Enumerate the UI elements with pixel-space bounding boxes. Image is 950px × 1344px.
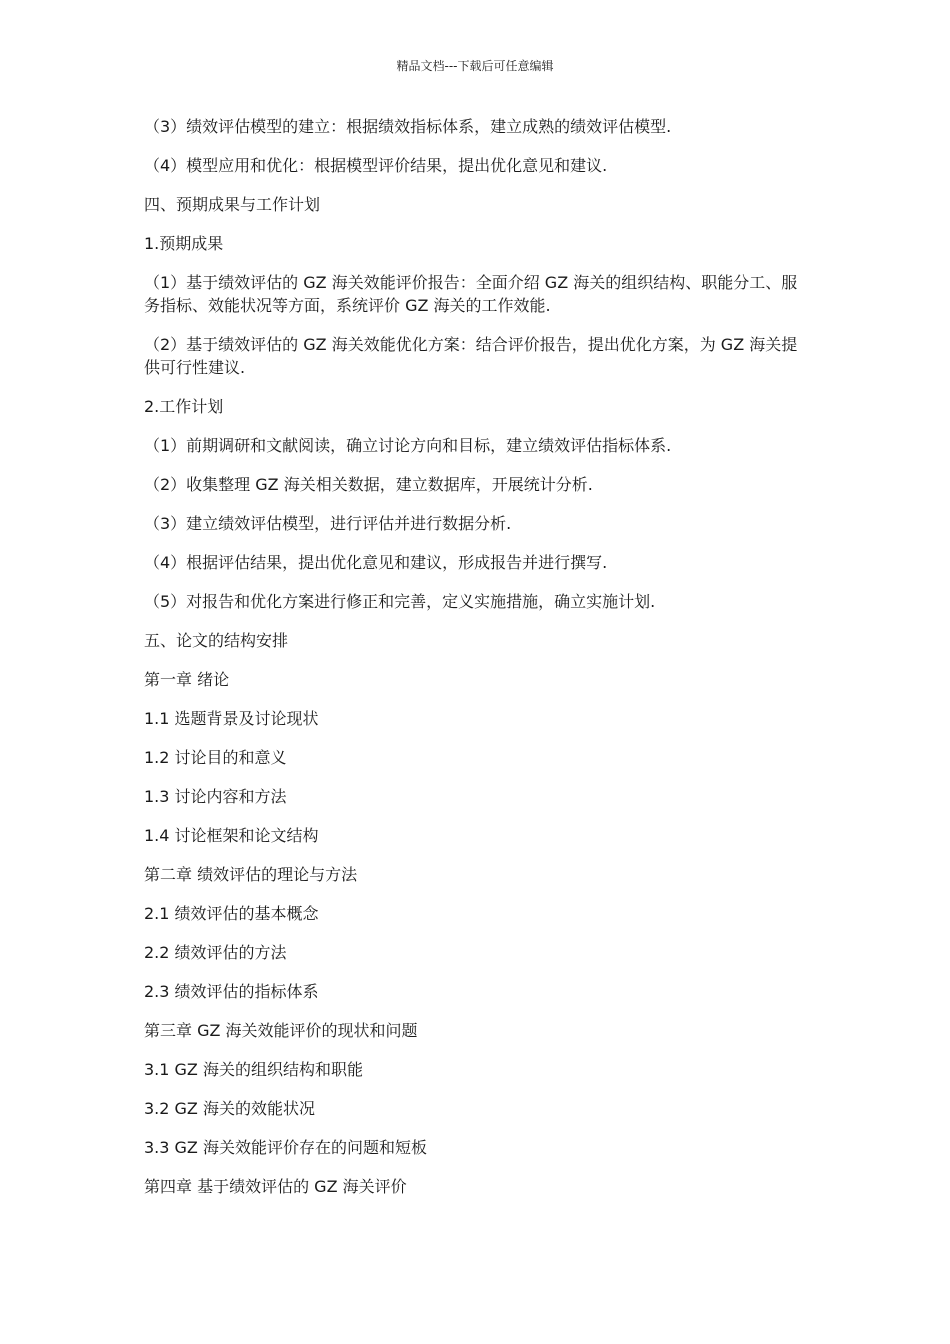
page-header: 精品文档---下载后可任意编辑: [396, 59, 554, 73]
section-heading-4: 四、预期成果与工作计划: [144, 195, 321, 214]
document-body: [144, 115, 806, 1214]
chapter-1-heading: 第一章 绪论: [144, 670, 230, 689]
outline-item-1-4: 1.4 讨论框架和论文结构: [144, 826, 319, 845]
subsection-heading-expected-results: 1.预期成果: [144, 234, 224, 253]
outline-item-2-1: 2.1 绩效评估的基本概念: [144, 904, 319, 923]
outline-item-1-1: 1.1 选题背景及讨论现状: [144, 709, 319, 728]
outline-item-2-2: 2.2 绩效评估的方法: [144, 943, 287, 962]
paragraph-work-plan-4: （4）根据评估结果，提出优化意见和建议，形成报告并进行撰写.: [144, 553, 608, 572]
chapter-4-heading: 第四章 基于绩效评估的 GZ 海关评价: [144, 1177, 407, 1196]
paragraph-work-plan-5: （5）对报告和优化方案进行修正和完善，定义实施措施，确立实施计划.: [144, 592, 656, 611]
outline-item-3-1: 3.1 GZ 海关的组织结构和职能: [144, 1060, 363, 1079]
paragraph-work-plan-1: （1）前期调研和文献阅读，确立讨论方向和目标，建立绩效评估指标体系.: [144, 436, 672, 455]
outline-item-3-2: 3.2 GZ 海关的效能状况: [144, 1099, 315, 1118]
paragraph-expected-result-2: （2）基于绩效评估的 GZ 海关效能优化方案：结合评价报告，提出优化方案，为 GZ 海关提供可行性建议.: [144, 335, 798, 377]
paragraph-work-plan-2: （2）收集整理 GZ 海关相关数据，建立数据库，开展统计分析.: [144, 475, 593, 494]
paragraph-item-4-model-application: （4）模型应用和优化：根据模型评价结果，提出优化意见和建议.: [144, 156, 608, 175]
paragraph-work-plan-3: （3）建立绩效评估模型，进行评估并进行数据分析.: [144, 514, 512, 533]
chapter-3-heading: 第三章 GZ 海关效能评价的现状和问题: [144, 1021, 418, 1040]
paragraph-item-3-model-building: （3）绩效评估模型的建立：根据绩效指标体系，建立成熟的绩效评估模型.: [144, 117, 672, 136]
chapter-2-heading: 第二章 绩效评估的理论与方法: [144, 865, 358, 884]
section-heading-5: 五、论文的结构安排: [144, 631, 289, 650]
outline-item-1-2: 1.2 讨论目的和意义: [144, 748, 287, 767]
outline-item-2-3: 2.3 绩效评估的指标体系: [144, 982, 319, 1001]
subsection-heading-work-plan: 2.工作计划: [144, 397, 224, 416]
outline-item-3-3: 3.3 GZ 海关效能评价存在的问题和短板: [144, 1138, 427, 1157]
paragraph-expected-result-1: （1）基于绩效评估的 GZ 海关效能评价报告：全面介绍 GZ 海关的组织结构、职能分工、服务指标、效能状况等方面，系统评价 GZ 海关的工作效能.: [144, 273, 798, 315]
outline-item-1-3: 1.3 讨论内容和方法: [144, 787, 287, 806]
